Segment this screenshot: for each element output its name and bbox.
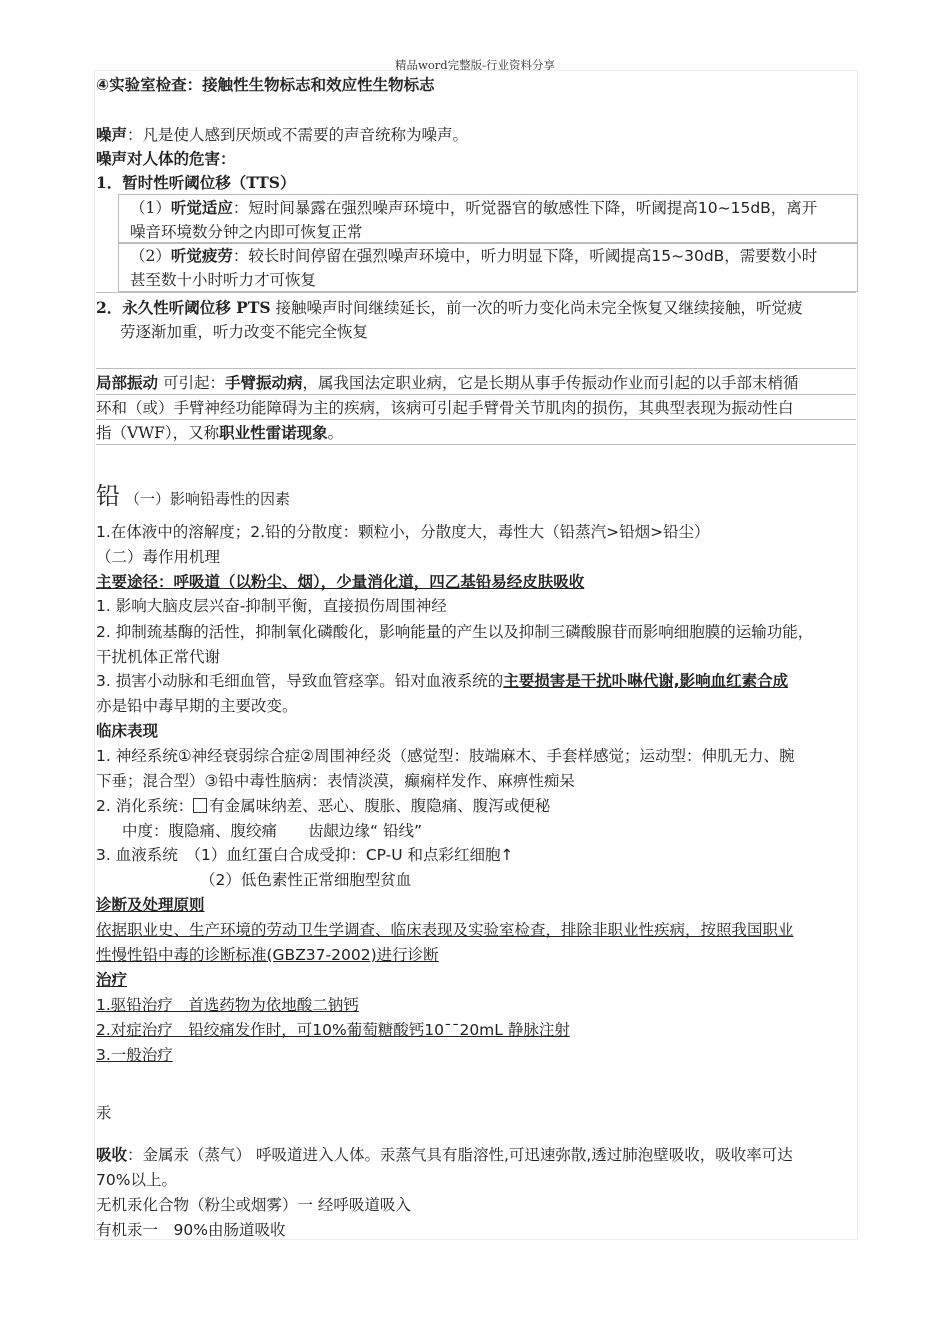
tts-item-2-line-b: 甚至数十小时听力才可恢复 — [130, 271, 317, 289]
vib-a3: ，属我国法定职业病，它是长期从事手传振动作业而引起的以手部末梢循 — [302, 374, 799, 392]
vib-c1: 指（VWF），又称 — [96, 424, 220, 442]
mercury-absorption-b: 70%以上。 — [96, 1171, 177, 1189]
tts2-text: ：较长时间停留在强烈噪声环境中，听力明显下降，听阈提高15~30dB，需要数小时 — [232, 247, 818, 265]
treatment-2: 2.对症治疗 铅绞痛发作时，可10%葡萄糖酸钙10¯¯20mL 静脉注射 — [96, 1021, 570, 1039]
page-header: 精品word完整版-行业资料分享 — [394, 58, 555, 72]
lead-mechanism-heading: （二）毒作用机理 — [96, 548, 221, 566]
mech3-text: 3. 损害小动脉和毛细血管，导致血管痉挛。铅对血液系统的 — [96, 672, 504, 690]
vibration-line-c — [96, 423, 343, 443]
vibration-rule-3 — [96, 419, 856, 420]
clinical-2-b: 中度：腹隐痛、腹绞痛 齿龈边缘“ 铅线” — [122, 822, 422, 840]
vibration-line-b: 环和（或）手臂神经功能障碍为主的疾病，该病可引起手臂骨关节肌肉的损伤，其典型表现为振动性白 — [96, 399, 794, 417]
pts-top-rule — [96, 292, 856, 293]
mechanism-3-a — [96, 671, 788, 691]
diagnosis-b: 性慢性铅中毒的诊断标准(GBZ37-2002)进行诊断 — [96, 946, 439, 964]
tts-heading: 1．暂时性听阈位移（TTS） — [96, 173, 296, 192]
lead-factors: 1.在体液中的溶解度；2.铅的分散度：颗粒小，分散度大，毒性大（铅蒸汽>铅烟>铅尘） — [96, 523, 710, 541]
mercury-heading: 汞 — [96, 1104, 112, 1122]
vibration-rule-1 — [96, 368, 856, 369]
mercury-inorganic: 无机汞化合物（粉尘或烟雾）一 经呼吸道吸入 — [96, 1196, 411, 1214]
tts-item-2-line-a — [130, 246, 817, 266]
tts1-term: 听觉适应 — [170, 199, 233, 217]
pts-line-a — [96, 298, 803, 318]
noise-definition — [96, 125, 468, 145]
clin2-text: 有金属味纳差、恶心、腹胀、腹隐痛、腹泻或便秘 — [209, 797, 551, 815]
tts2-num: （2） — [130, 247, 171, 265]
noise-def-text: ：凡是使人感到厌烦或不需要的声音统称为噪声。 — [127, 126, 469, 144]
tts1-num: （1） — [130, 199, 171, 217]
clin2-label: 2. 消化系统： — [96, 797, 194, 815]
pts-heading: 2．永久性听阈位移 PTS — [96, 298, 271, 317]
tts-item-1-line-b: 噪音环境数分钟之内即可恢复正常 — [130, 223, 363, 241]
mechanism-2-b: 干扰机体正常代谢 — [96, 648, 221, 666]
lead-heading — [96, 482, 290, 513]
vibration-line-a — [96, 373, 798, 393]
vib-raynaud: 职业性雷诺现象 — [219, 424, 328, 442]
pts-line-b: 劳逐渐加重，听力改变不能完全恢复 — [120, 323, 369, 341]
checkbox-glyph — [193, 798, 207, 813]
clinical-1-a: 1. 神经系统①神经衰弱综合症②周围神经炎（感觉型：肢端麻木、手套样感觉；运动型：伸肌无力、腕 — [96, 747, 795, 765]
mercury-organic: 有机汞一 90%由肠道吸收 — [96, 1221, 286, 1239]
diagnosis-a: 依据职业史、生产环境的劳动卫生学调查、临床表现及实验室检查，排除非职业性疾病，按照我国职业 — [96, 921, 794, 939]
mercury-absorption-a — [96, 1145, 793, 1165]
tts1-text: ：短时间暴露在强烈噪声环境中，听觉器官的敏感性下降，听阈提高10~15dB，离开 — [232, 199, 818, 217]
clinical-2-a — [96, 796, 550, 816]
treatment-3: 3.一般治疗 — [96, 1046, 173, 1064]
noise-harm-heading: 噪声对人体的危害： — [96, 150, 236, 168]
vib-a1: 可引起： — [158, 374, 225, 392]
mechanism-2-a: 2. 抑制巯基酶的活性，抑制氧化磷酸化，影响能量的产生以及抑制三磷酸腺苷而影响细胞膜的运输功能， — [96, 623, 814, 641]
vib-disease: 手臂振动病 — [224, 374, 303, 392]
clinical-3-a: 3. 血液系统 （1）血红蛋白合成受抑：CP-U 和点彩红细胞↑ — [96, 846, 514, 864]
lead-title: 铅 — [96, 482, 120, 510]
lead-subtitle: （一）影响铅毒性的因素 — [124, 490, 290, 508]
pts-text: 接触噪声时间继续延长，前一次的听力变化尚未完全恢复又继续接触，听觉疲 — [275, 299, 803, 317]
mechanism-1: 1. 影响大脑皮层兴奋-抑制平衡，直接损伤周围神经 — [96, 597, 447, 615]
absorption-term: 吸收 — [96, 1146, 128, 1164]
lead-route: 主要途径：呼吸道（以粉尘、烟），少量消化道，四乙基铅易经皮肤吸收 — [96, 573, 585, 591]
mech3-key: 主要损害是干扰卟啉代谢,影响血红素合成 — [503, 672, 789, 690]
absorption-text: ：金属汞（蒸气） 呼吸道进入人体。汞蒸气具有脂溶性,可迅速弥散,透过肺泡壁吸收，吸收率可达 — [127, 1146, 793, 1164]
vibration-rule-4 — [96, 444, 856, 445]
diagnosis-heading: 诊断及处理原则 — [96, 896, 205, 914]
vibration-rule-2 — [96, 394, 856, 395]
treatment-1: 1.驱铅治疗 首选药物为依地酸二钠钙 — [96, 996, 359, 1014]
vibration-term: 局部振动 — [96, 374, 159, 392]
lab-exam-line: ④实验室检查：接触性生物标志和效应性生物标志 — [96, 76, 435, 94]
tts-item-1-line-a — [130, 198, 817, 218]
noise-term: 噪声 — [96, 126, 128, 144]
vib-c3: 。 — [327, 424, 344, 442]
treatment-heading: 治疗 — [96, 971, 128, 989]
mechanism-3-b: 亦是铅中毒早期的主要改变。 — [96, 697, 298, 715]
clinical-3-b: （2）低色素性正常细胞型贫血 — [200, 871, 412, 889]
clinical-heading: 临床表现 — [96, 722, 159, 740]
tts2-term: 听觉疲劳 — [170, 247, 233, 265]
clinical-1-b: 下垂；混合型）③铅中毒性脑病：表情淡漠，癫痫样发作、麻痹性痴呆 — [96, 772, 575, 790]
